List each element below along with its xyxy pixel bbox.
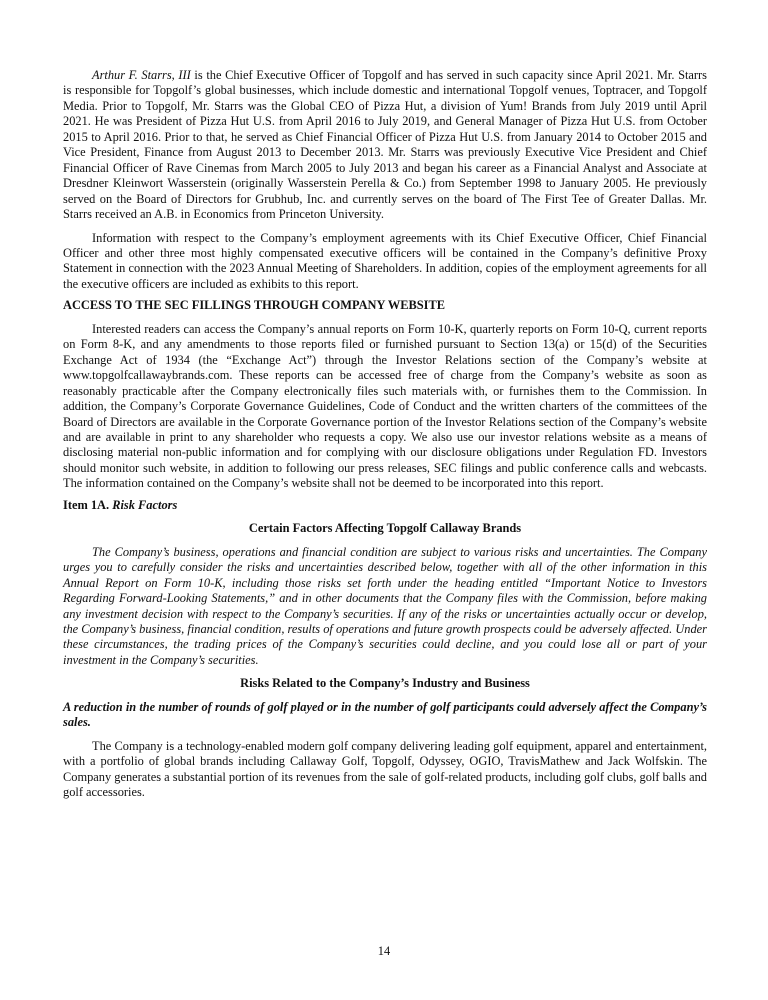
certain-factors-heading: Certain Factors Affecting Topgolf Callaway Brands [248,521,522,536]
page-number: 14 [377,944,391,958]
item-label: Item 1A. [63,497,110,512]
risk-intro-paragraph: The Company’s business, operations and financial condition are subject to various risks and uncertainties. The Company urges you to carefully consider the risks and uncertainties described below, together with all of the other information in this Annual Report on Form 10-K, including those risks set forth under the heading entitled “Important Notice to Investors Regarding Forward-Looking Statements,” and in other documents that the Company files with the Commission, before making any investment decision with respect to the Company’s securities. If any of the risks or uncertainties actually occur or develop, the Company’s business, financial condition, results of operations and future growth prospects could be adversely affected. Under these circumstances, the trading prices of the Company’s securities could decline, and you could lose all or part of your investment in the Company’s securities. [63,544,707,667]
bio-paragraph [63,68,707,223]
sec-paragraph: Interested readers can access the Company’s annual reports on Form 10-K, quarterly reports on Form 10-Q, current reports on Form 8-K, and any amendments to those reports filed or furnished pursuant to Section 13(a) or 15(d) of the Securities Exchange Act of 1934 (the “Exchange Act”) through the Investor Relations section of the Company’s website at www.topgolfcallawaybrands.com. These reports can be accessed free of charge from the Company’s website as soon as reasonably practicable after the Company electronically files such materials with, or furnishes them to the Commission. In addition, the Company’s Corporate Governance Guidelines, Code of Conduct and the written charters of the committees of the Board of Directors are available in the Corporate Governance portion of the Investor Relations section of the Company’s website and are available in print to any shareholder who requests a copy. We also use our investor relations website as a means of disclosing material non-public information and for complying with our disclosure obligations under Regulation FD. Investors should monitor such website, in addition to following our press releases, SEC filings and public conference calls and webcasts. The information contained on the Company’s website shall not be deemed to be incorporated into this report. [63,321,707,491]
risk-title: A reduction in the number of rounds of golf played or in the number of golf participants could adversely affect the Company’s sales. [63,699,707,730]
sec-heading: ACCESS TO THE SEC FILLINGS THROUGH COMPANY WEBSITE [63,298,446,313]
company-paragraph: The Company is a technology-enabled modern golf company delivering leading golf equipment, apparel and entertainment, with a portfolio of global brands including Callaway Golf, Topgolf, Odyssey, OGIO, TravisMathew and Jack Wolfskin. The Company generates a substantial portion of its revenues from the sale of golf-related products, including golf clubs, golf balls and golf accessories. [63,738,707,800]
document-page [63,68,707,800]
executive-name: Arthur F. Starrs, III [92,68,191,82]
employment-paragraph: Information with respect to the Company’s employment agreements with its Chief Executive Officer, Chief Financial Officer and other three most highly compensated executive officers will be contained in the Company’s definitive Proxy Statement in connection with the 2023 Annual Meeting of Shareholders. In addition, copies of the employment agreements for all the executive officers are included as exhibits to this report. [63,230,707,291]
industry-heading: Risks Related to the Company’s Industry and Business [240,676,530,691]
item-heading [63,498,707,513]
bio-text: is the Chief Executive Officer of Topgolf and has served in such capacity since April 2021. Mr. Starrs is responsible for Topgolf’s global businesses, which include domestic and international Topgolf venues, Toptracer, and Topgolf Media. Prior to Topgolf, Mr. Starrs was the Global CEO of Pizza Hut, a division of Yum! Brands from July 2019 until April 2021. He was President of Pizza Hut U.S. from April 2016 to July 2019, and General Manager of Pizza Hut U.S. from October 2015 to April 2016. Prior to that, he served as Chief Financial Officer of Pizza Hut U.S. from January 2014 to October 2015 and Vice President, Finance from August 2013 to December 2013. Mr. Starrs was previously Executive Vice President and Chief Financial Officer of Rave Cinemas from March 2005 to July 2013 and began his career as a Financial Analyst and Associate at Dresdner Kleinwort Wasserstein (originally Wasserstein Perella & Co.) from September 1998 to January 2005. He previously served on the Board of Directors for Grubhub, Inc. and currently serves on the board of The First Tee of Greater Dallas. Mr. Starrs received an A.B. in Economics from Princeton University. [63,68,708,222]
item-title: Risk Factors [112,497,178,512]
